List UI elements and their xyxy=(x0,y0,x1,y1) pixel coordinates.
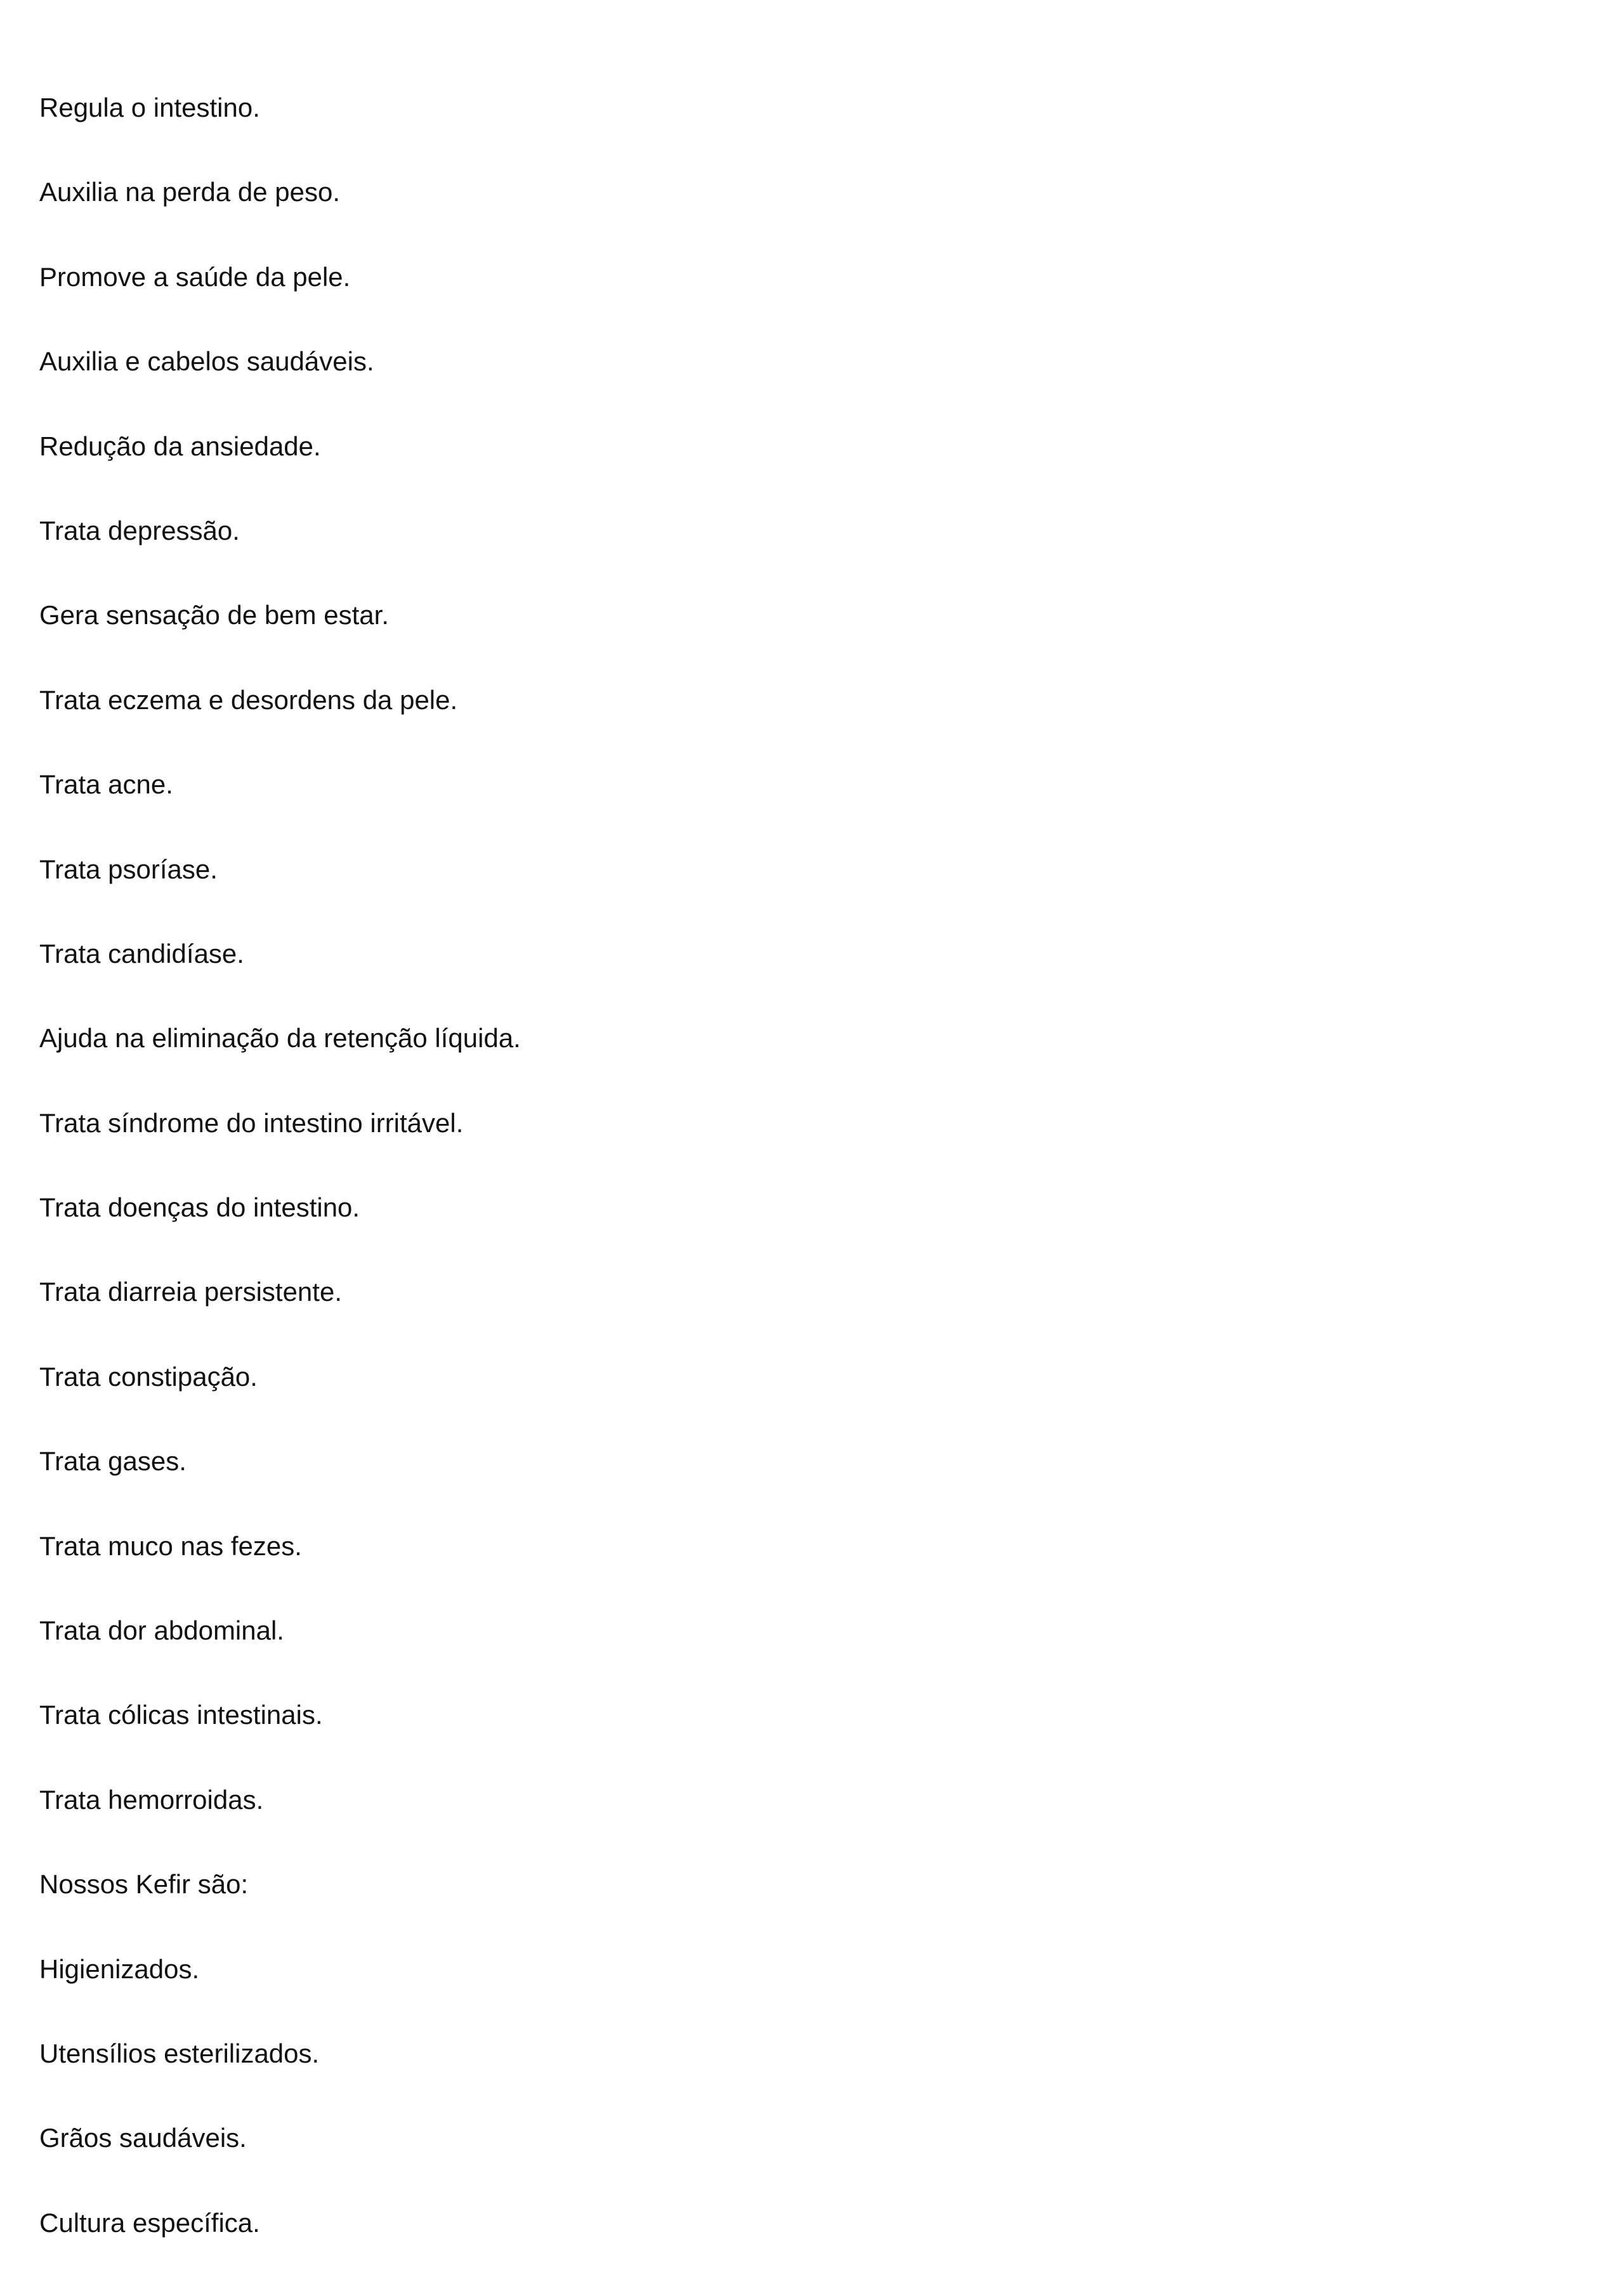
text-line: Regula o intestino. xyxy=(39,93,260,122)
section-heading: Nossos Kefir são: xyxy=(39,1869,249,1900)
text-line: Trata constipação. xyxy=(39,1361,258,1392)
text-line: Trata hemorroidas. xyxy=(39,1784,264,1815)
text-line: Trata psoríase. xyxy=(39,854,218,884)
text-line: Promove a saúde da pele. xyxy=(39,261,351,292)
text-line: Auxilia e cabelos saudáveis. xyxy=(39,346,374,377)
text-line: Trata síndrome do intestino irritável. xyxy=(39,1107,464,1138)
text-line: Trata diarreia persistente. xyxy=(39,1277,342,1307)
text-line: Grãos saudáveis. xyxy=(39,2123,247,2153)
text-line: Trata dor abdominal. xyxy=(39,1615,284,1646)
text-line: Trata muco nas fezes. xyxy=(39,1530,302,1561)
text-line: Ajuda na eliminação da retenção líquida. xyxy=(39,1023,521,1053)
text-line: Auxilia na perda de peso. xyxy=(39,177,340,207)
text-line: Redução da ansiedade. xyxy=(39,431,321,461)
text-line: Trata gases. xyxy=(39,1446,187,1477)
text-line: Gera sensação de bem estar. xyxy=(39,600,389,630)
text-line: Cultura específica. xyxy=(39,2207,260,2238)
text-line: Trata candidíase. xyxy=(39,938,244,969)
text-line: Trata acne. xyxy=(39,769,173,800)
text-line: Trata eczema e desordens da pele. xyxy=(39,684,458,715)
text-line: Higienizados. xyxy=(39,1954,200,1984)
text-line: Utensílios esterilizados. xyxy=(39,2038,320,2068)
text-line: Trata doenças do intestino. xyxy=(39,1192,360,1223)
text-line: Trata cólicas intestinais. xyxy=(39,1700,323,1730)
benefits-list xyxy=(39,93,521,2292)
text-line: Trata depressão. xyxy=(39,515,240,545)
